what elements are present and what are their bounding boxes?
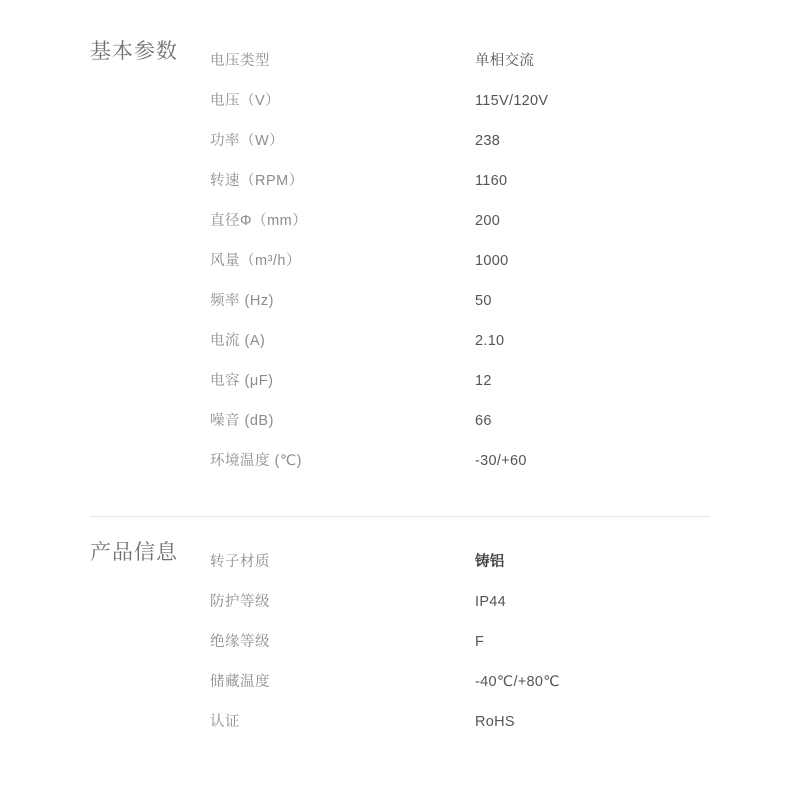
- section-title-product-information: 产品信息: [90, 541, 178, 564]
- spec-row: [210, 662, 800, 702]
- spec-label: 频率 (Hz): [210, 293, 274, 309]
- spec-row: [210, 201, 800, 241]
- spec-label: 电流 (A): [210, 333, 266, 349]
- spec-label: 直径Φ（mm）: [210, 213, 308, 229]
- spec-label: 储藏温度: [210, 674, 270, 690]
- spec-row: [210, 281, 800, 321]
- spec-row: [210, 542, 800, 582]
- spec-label: 电压（V）: [210, 93, 281, 109]
- spec-row: [210, 441, 800, 481]
- spec-row: [210, 702, 800, 742]
- spec-value: F: [475, 634, 485, 650]
- spec-value: 1160: [475, 173, 508, 189]
- spec-label: 电容 (μF): [210, 373, 274, 389]
- spec-value: 铸铝: [475, 554, 505, 570]
- spec-value: 200: [475, 213, 501, 229]
- spec-value: 50: [475, 293, 492, 309]
- spec-row: [210, 361, 800, 401]
- spec-row: [210, 622, 800, 662]
- spec-label: 环境温度 (℃): [210, 453, 302, 469]
- spec-label: 绝缘等级: [210, 634, 270, 650]
- spec-label: 转子材质: [210, 554, 270, 570]
- spec-label: 认证: [210, 714, 240, 730]
- spec-row: [210, 582, 800, 622]
- spec-label: 功率（W）: [210, 133, 285, 149]
- spec-value: RoHS: [475, 714, 515, 730]
- spec-row: [210, 401, 800, 441]
- spec-value: -40℃/+80℃: [475, 674, 560, 690]
- spec-label: 噪音 (dB): [210, 413, 274, 429]
- spec-table-product-information: [210, 539, 800, 742]
- spec-row: [210, 41, 800, 81]
- spec-label: 电压类型: [210, 53, 270, 69]
- spec-value: 1000: [475, 253, 509, 269]
- spec-label: 转速（RPM）: [210, 173, 304, 189]
- spec-value: 66: [475, 413, 492, 429]
- spec-value: -30/+60: [475, 453, 527, 469]
- spec-label: 风量（m³/h）: [210, 253, 301, 269]
- spec-row: [210, 161, 800, 201]
- section-product-information: [0, 517, 800, 742]
- spec-value: 单相交流: [475, 53, 535, 69]
- spec-row: [210, 241, 800, 281]
- spec-value: 2.10: [475, 333, 505, 349]
- spec-value: IP44: [475, 594, 507, 610]
- section-title-basic-parameters: 基本参数: [90, 40, 178, 63]
- spec-value: 12: [475, 373, 492, 389]
- spec-row: [210, 321, 800, 361]
- spec-value: 115V/120V: [475, 93, 549, 109]
- spec-row: [210, 121, 800, 161]
- spec-label: 防护等级: [210, 594, 270, 610]
- spec-value: 238: [475, 133, 501, 149]
- spec-table-basic-parameters: [210, 38, 800, 481]
- spec-row: [210, 81, 800, 121]
